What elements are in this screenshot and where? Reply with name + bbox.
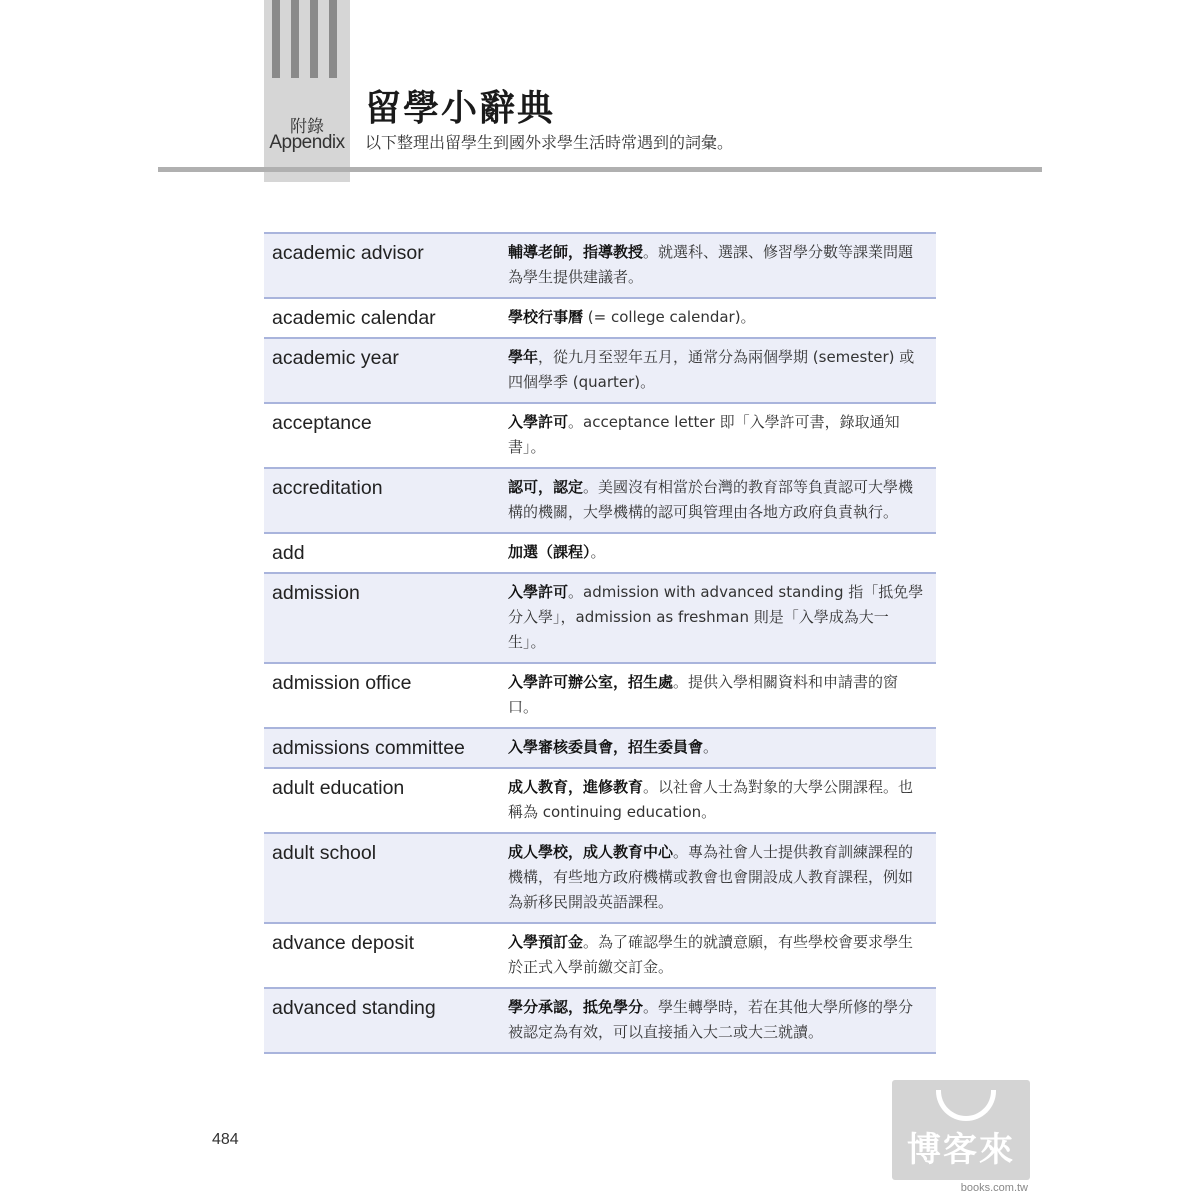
glossary-row bbox=[264, 834, 936, 924]
definition-headword: 入學審核委員會，招生委員會 bbox=[508, 738, 704, 756]
glossary-term: adult school bbox=[272, 842, 377, 864]
glossary-definition bbox=[500, 729, 936, 767]
page-number: 484 bbox=[212, 1131, 239, 1148]
glossary-term: adult education bbox=[272, 777, 405, 799]
glossary-term: add bbox=[272, 542, 305, 564]
definition-headword: 入學許可 bbox=[508, 583, 569, 601]
definition-headword: 學校行事曆 bbox=[508, 308, 584, 326]
glossary-definition bbox=[500, 989, 936, 1052]
definition-text: (= college calendar)。 bbox=[583, 308, 756, 326]
smile-icon bbox=[936, 1090, 996, 1121]
definition-text: 。學生轉學時，若在其他大學所修的學分被認定為有效，可以直接插入大二或大三就讀。 bbox=[508, 998, 914, 1041]
glossary-term: accreditation bbox=[272, 477, 383, 499]
glossary-term: admissions committee bbox=[272, 737, 465, 759]
glossary-definition bbox=[500, 574, 936, 662]
definition-text: 。為了確認學生的就讀意願，有些學校會要求學生於正式入學前繳交訂金。 bbox=[508, 933, 914, 976]
glossary-definition bbox=[500, 234, 936, 297]
glossary-term: academic year bbox=[272, 347, 399, 369]
glossary-term: academic advisor bbox=[272, 242, 424, 264]
glossary-definition bbox=[500, 664, 936, 727]
glossary-definition bbox=[500, 404, 936, 467]
definition-headword: 加選（課程） bbox=[508, 543, 591, 561]
glossary-term: academic calendar bbox=[272, 307, 436, 329]
glossary-row bbox=[264, 729, 936, 769]
glossary-term: advanced standing bbox=[272, 997, 436, 1019]
tab-label-chinese: 附錄 bbox=[290, 117, 324, 137]
definition-headword: 入學許可辦公室，招生處 bbox=[508, 673, 674, 691]
page-title: 留學小辭典 bbox=[365, 88, 556, 129]
watermark-url: books.com.tw bbox=[960, 1182, 1028, 1194]
watermark-logo bbox=[892, 1080, 1030, 1194]
glossary-row bbox=[264, 769, 936, 834]
definition-text: 。 bbox=[590, 543, 606, 561]
glossary-definition bbox=[500, 769, 936, 832]
definition-headword: 入學許可 bbox=[508, 413, 569, 431]
header-divider bbox=[158, 167, 1042, 172]
definition-text: 。專為社會人士提供教育訓練課程的機構，有些地方政府機構或教會也會開設成人教育課程，例如為新移民開設英語課程。 bbox=[508, 843, 914, 911]
glossary-definition bbox=[500, 534, 936, 572]
glossary-term: admission office bbox=[272, 672, 412, 694]
glossary-definition bbox=[500, 339, 936, 402]
glossary-definition bbox=[500, 924, 936, 987]
glossary-row bbox=[264, 234, 936, 299]
definition-text: 。admission with advanced standing 指「抵免學分入學」，admission as freshman 則是「入學成為大一生」。 bbox=[508, 583, 924, 651]
tab-label-english: Appendix bbox=[269, 132, 345, 153]
definition-text: 。 bbox=[703, 738, 719, 756]
definition-headword: 成人教育，進修教育 bbox=[508, 778, 644, 796]
definition-headword: 學分承認，抵免學分 bbox=[508, 998, 644, 1016]
glossary-term: admission bbox=[272, 582, 360, 604]
glossary-table bbox=[264, 232, 936, 1054]
glossary-definition bbox=[500, 469, 936, 532]
definition-text: 。美國沒有相當於台灣的教育部等負責認可大學機構的機關，大學機構的認可與管理由各地方政府負責執行。 bbox=[508, 478, 914, 521]
glossary-row bbox=[264, 924, 936, 989]
glossary-definition bbox=[500, 834, 936, 922]
tab-stripes bbox=[272, 0, 342, 78]
definition-text: 。提供入學相關資料和申請書的窗口。 bbox=[508, 673, 899, 716]
glossary-row bbox=[264, 469, 936, 534]
glossary-row bbox=[264, 404, 936, 469]
definition-headword: 認可，認定 bbox=[508, 478, 584, 496]
appendix-tab bbox=[264, 0, 350, 182]
glossary-row bbox=[264, 299, 936, 339]
glossary-definition bbox=[500, 299, 936, 337]
definition-text: 。以社會人士為對象的大學公開課程。也稱為 continuing education。 bbox=[508, 778, 914, 821]
glossary-term: advance deposit bbox=[272, 932, 415, 954]
definition-headword: 學年 bbox=[508, 348, 539, 366]
definition-headword: 成人學校，成人教育中心 bbox=[508, 843, 674, 861]
watermark-text: 博客來 bbox=[907, 1130, 1015, 1170]
page-subtitle: 以下整理出留學生到國外求學生活時常遇到的詞彙。 bbox=[365, 133, 734, 152]
glossary-row bbox=[264, 989, 936, 1054]
definition-headword: 輔導老師，指導教授 bbox=[508, 243, 644, 261]
definition-text: 。就選科、選課、修習學分數等課業問題為學生提供建議者。 bbox=[508, 243, 914, 286]
glossary-row bbox=[264, 534, 936, 574]
glossary-row bbox=[264, 574, 936, 664]
definition-text: 。acceptance letter 即「入學許可書，錄取通知書」。 bbox=[508, 413, 900, 456]
definition-headword: 入學預訂金 bbox=[508, 933, 584, 951]
definition-text: ，從九月至翌年五月，通常分為兩個學期 (semester) 或四個學季 (quarter)。 bbox=[508, 348, 915, 391]
glossary-term: acceptance bbox=[272, 412, 372, 434]
glossary-row bbox=[264, 339, 936, 404]
glossary-row bbox=[264, 664, 936, 729]
